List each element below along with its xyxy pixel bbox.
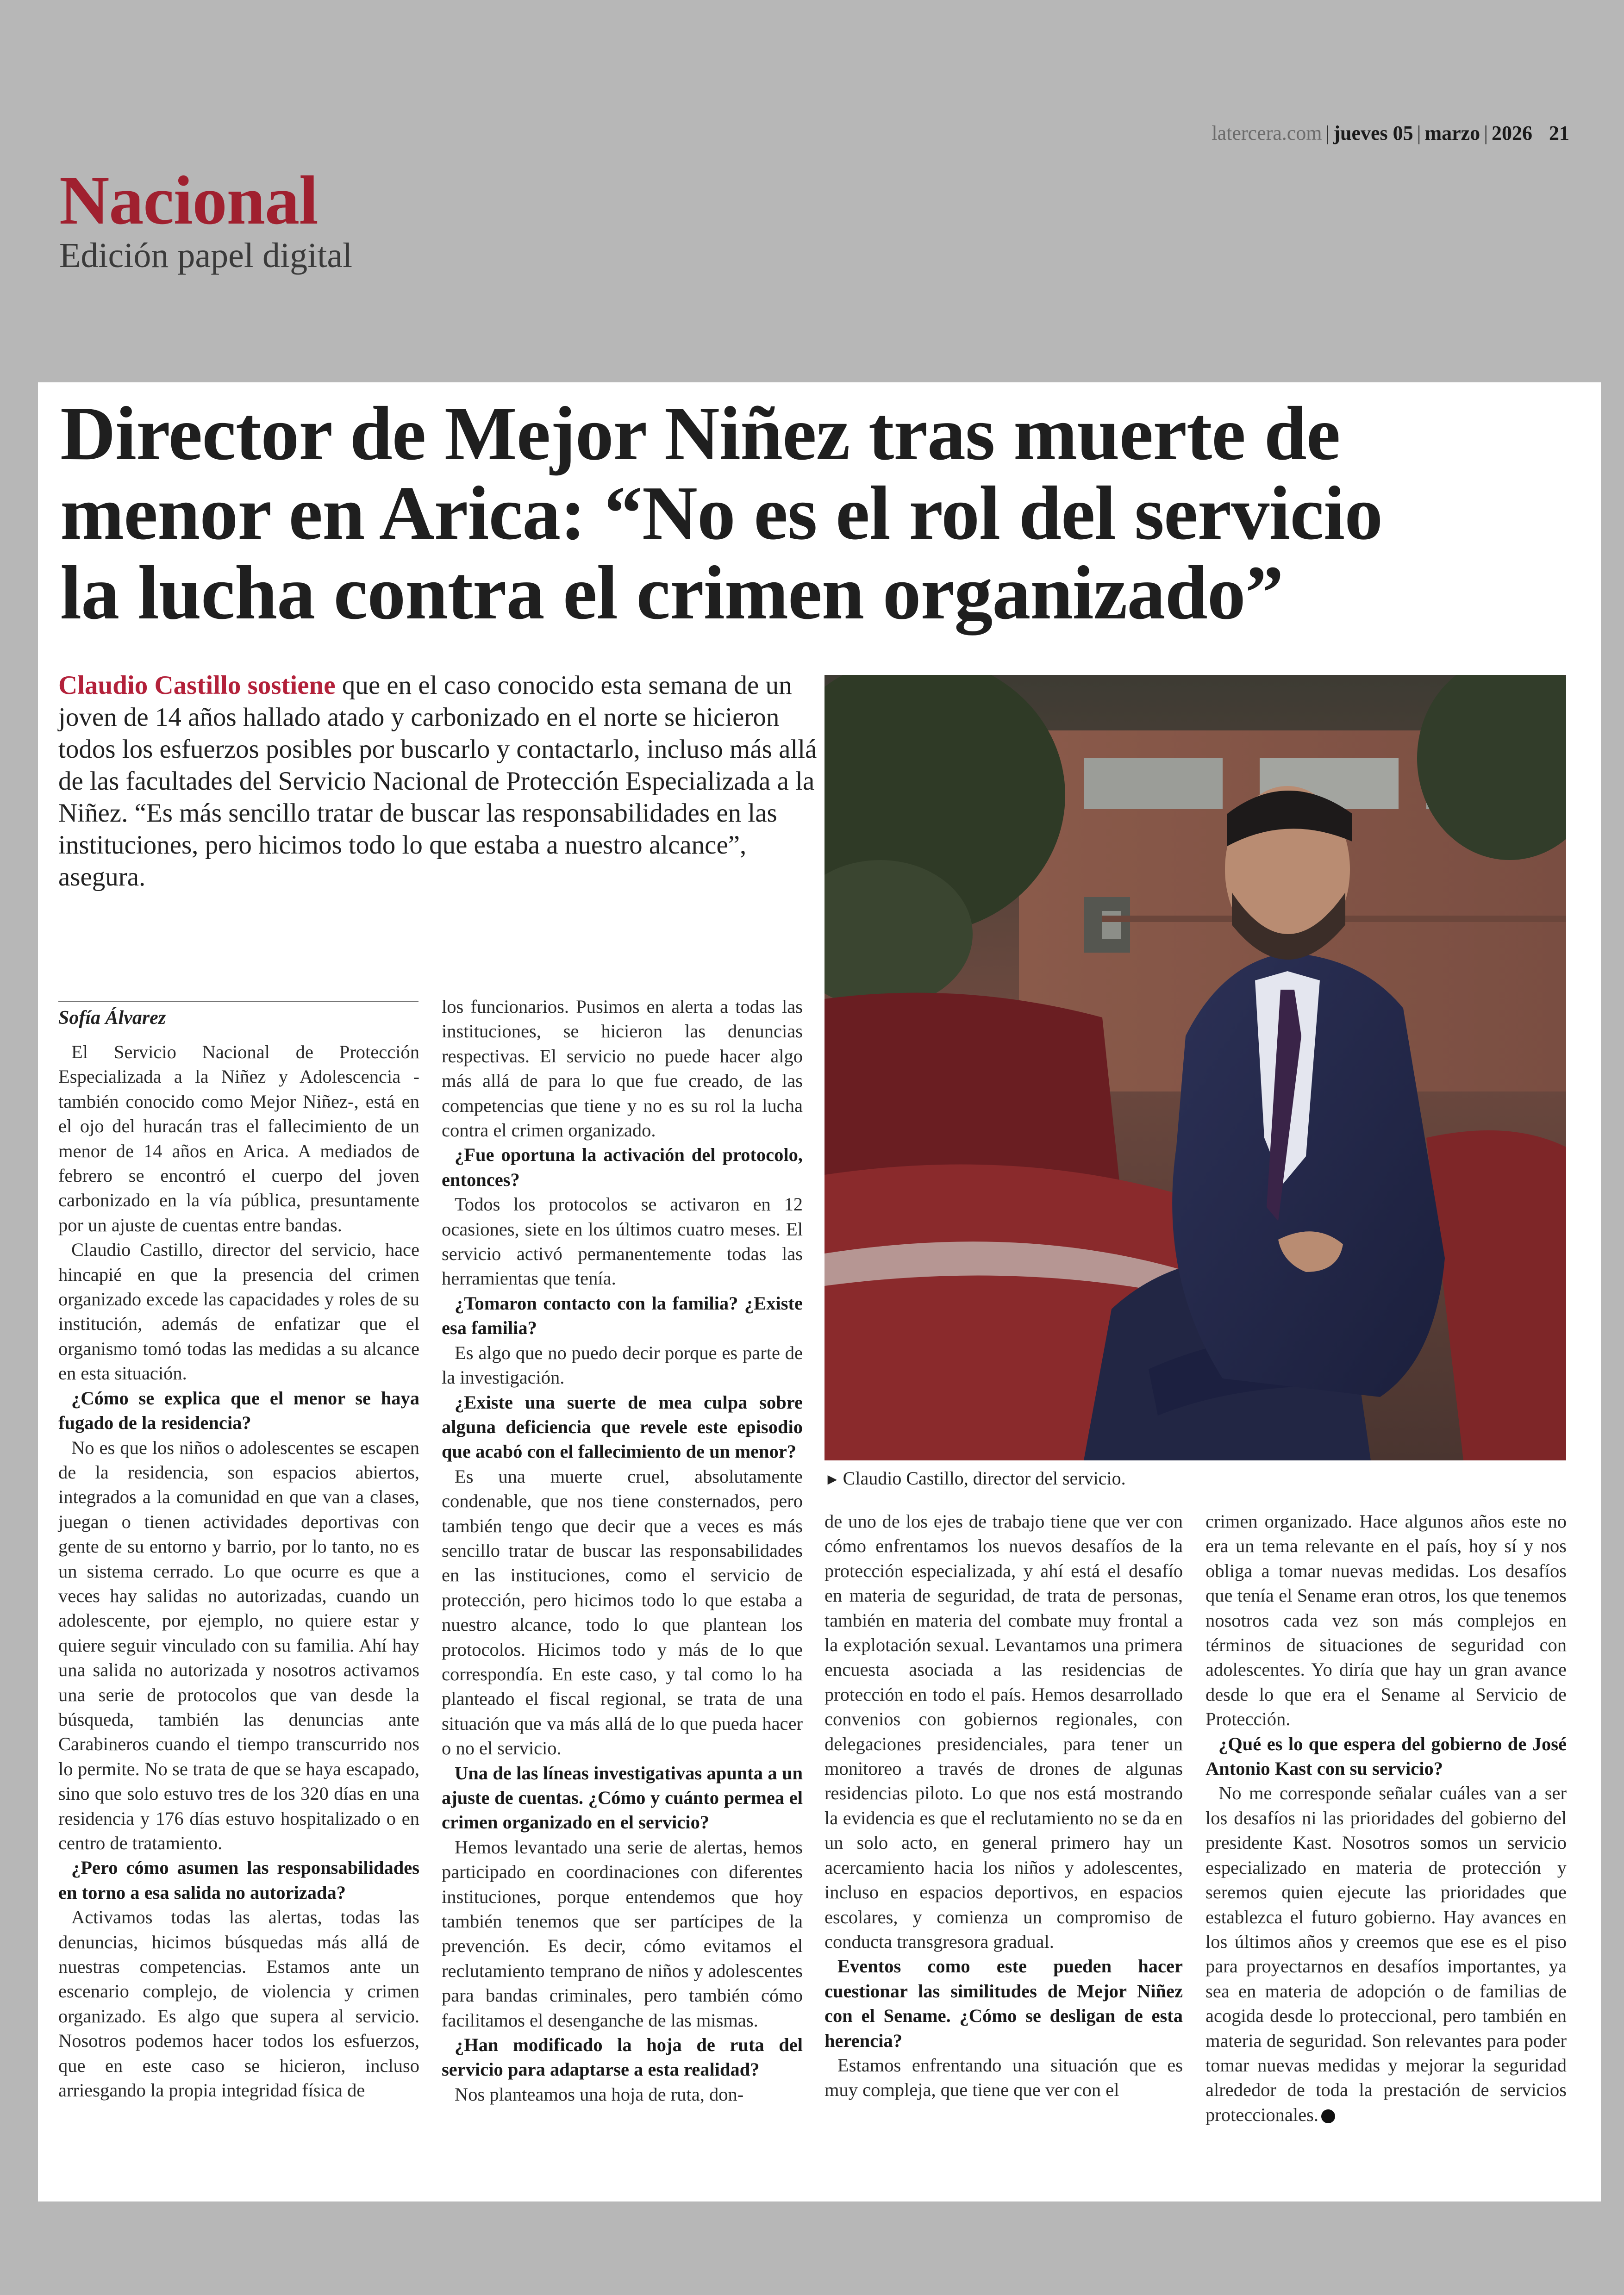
body-paragraph: Es algo que no puedo decir porque es parte de la investigación.	[442, 1342, 803, 1388]
end-of-article-icon	[1321, 2109, 1335, 2123]
photo-caption	[824, 1467, 1566, 1489]
body-paragraph: Todos los protocolos se activaron en 12 ocasiones, siete en los últimos cuatro meses. El servicio activó permanentemente todas las herramientas que tenía.	[442, 1194, 803, 1289]
site-name: latercera.com	[1212, 122, 1322, 144]
issue-month: marzo	[1424, 122, 1480, 144]
portrait-photo	[824, 675, 1566, 1460]
headline-line: la lucha contra el crimen organizado”	[60, 550, 1283, 635]
interview-question: ¿Han modificado la hoja de ruta del servicio para adaptarse a esta realidad?	[442, 2034, 803, 2080]
body-paragraph: Es una muerte cruel, absolutamente condenable, que nos tiene consternados, pero también tengo que decir que a veces es más sencillo tratar de buscar las responsabilidades en las instituciones, como el servicio de protección, pero hicimos todo lo que estaba a nuestro alcance, todo lo que plantean los protocolos. Hicimos todo y más de lo que correspondía. En este caso, y tal como lo ha planteado el fiscal regional, se trata de una situación que va más allá de lo que pueda hacer o no el servicio.	[442, 1466, 803, 1759]
body-paragraph: No me corresponde señalar cuáles van a ser los desafíos ni las prioridades del gobierno del presidente Kast. Nosotros somos un servicio especializado en materia de protección y seremos quien ejecute las prioridades que establezca el futuro gobierno. Hay avances en los últimos años y creemos que ese es el piso para proyectarnos en desafíos importantes, ya sea en materia de adopción o de familias de acogida desde lo proteccional, pero también en materia de seguridad. Son relevantes para poder tomar nuevas medidas y mejorar la seguridad alrededor de toda la prestación de servicios proteccionales.	[1206, 1783, 1567, 2125]
interview-question: ¿Cómo se explica que el menor se haya fugado de la residencia?	[58, 1387, 419, 1434]
page-number: 21	[1549, 122, 1569, 144]
edition-subtitle: Edición papel digital	[59, 236, 353, 275]
article-column-1	[58, 1040, 419, 2102]
issue-year: 2026	[1492, 122, 1532, 144]
body-paragraph: Activamos todas las alertas, todas las denuncias, hicimos búsquedas más allá de nuestras competencias. Estamos ante un escenario complejo, de violencia y crimen organizado. Es algo que supera al servicio. Nosotros podemos hacer todos los esfuerzos, que en este caso se hicieron, incluso arriesgando la propia integridad física de	[58, 1907, 419, 2101]
body-paragraph: El Servicio Nacional de Protección Especializada a la Niñez y Adolescencia -también conocido como Mejor Niñez-, está en el ojo del huracán tras el fallecimiento de un menor de 14 años en Arica. A mediados de febrero se encontró el cuerpo del joven carbonizado en la vía pública, presuntamente por un ajuste de cuentas entre bandas.	[58, 1041, 419, 1235]
interview-question: Una de las líneas investigativas apunta a un ajuste de cuentas. ¿Cómo y cuánto permea el crimen organizado en el servicio?	[442, 1762, 803, 1833]
headline-line: Director de Mejor Niñez tras muerte de	[60, 391, 1340, 476]
byline: Sofía Álvarez	[58, 1001, 418, 1029]
body-paragraph: No es que los niños o adolescentes se escapen de la residencia, son espacios abiertos, integrados a la comunidad en que van a clases, juegan o tienen actividades deportivas con gente de su entorno y barrio, por lo tanto, no es un sistema cerrado. Lo que ocurre es que a veces hay salidas no autorizadas, cuando un adolescente, por ejemplo, no quiere estar y quiere seguir vinculado con su familia. Ahí hay una salida no autorizada y nosotros activamos una serie de protocolos que van desde la búsqueda, también las denuncias ante Carabineros cuando el tiempo transcurrido nos lo permite. No se trata de que se haya escapado, sino que solo estuvo tres de los 320 días en una residencia y 176 días estuvo hospitalizado o en centro de tratamiento.	[58, 1437, 419, 1853]
portrait-illustration	[824, 675, 1566, 1460]
article-column-3	[824, 1509, 1183, 2102]
section-title: Nacional	[59, 162, 318, 239]
body-paragraph: crimen organizado. Hace algunos años este no era un tema relevante en el país, hoy sí y nos obliga a tomar nuevas medidas. Los desafíos que tenía el Sename eran otros, los que tenemos nosotros cada vez son más complejos en términos de situaciones de seguridad con adolescentes. Yo diría que hay un gran avance desde lo que era el Sename al Servicio de Protección.	[1206, 1511, 1567, 1730]
caption-marker-icon: ►	[824, 1471, 840, 1488]
lead-highlight: Claudio Castillo sostiene	[58, 671, 336, 700]
article-column-4	[1206, 1509, 1567, 2127]
issue-weekday: jueves 05	[1333, 122, 1413, 144]
article-card	[38, 382, 1601, 2201]
body-paragraph: Estamos enfrentando una situación que es muy compleja, que tiene que ver con el	[824, 2054, 1183, 2101]
body-paragraph: los funcionarios. Pusimos en alerta a todas las instituciones, se hicieron las denuncias respectivas. El servicio no puede hacer algo más allá de para lo que fue creado, de las competencias que tiene y no es su rol la lucha contra el crimen organizado.	[442, 996, 803, 1141]
photo-caption-text: Claudio Castillo, director del servicio.	[843, 1468, 1126, 1489]
interview-question: ¿Existe una suerte de mea culpa sobre alguna deficiencia que revele este episodio que acabó con el fallecimiento de un menor?	[442, 1391, 803, 1462]
headline-line: menor en Arica: “No es el rol del servicio	[60, 470, 1383, 555]
interview-question: ¿Fue oportuna la activación del protocolo, entonces?	[442, 1144, 803, 1190]
interview-question: ¿Pero cómo asumen las responsabilidades en torno a esa salida no autorizada?	[58, 1857, 419, 1903]
headline	[60, 391, 1569, 635]
body-paragraph: Claudio Castillo, director del servicio, hace hincapié en que la presencia del crimen organizado excede las capacidades y roles de su institución, además de enfatizar que el organismo tomó todas las medidas a su alcance en esta situación.	[58, 1239, 419, 1384]
article-lead	[58, 669, 818, 893]
interview-question: Eventos como este pueden hacer cuestionar las similitudes de Mejor Niñez con el Sename. ¿Cómo se desligan de esta herencia?	[824, 1956, 1183, 2051]
body-paragraph: Hemos levantado una serie de alertas, hemos participado en coordinaciones con diferentes instituciones, porque entendemos que hoy también tenemos que ser partícipes de la prevención. Es decir, cómo evitamos el reclutamiento temprano de niños y adolescentes para bandas criminales, pero también cómo facilitamos el desenganche de las mismas.	[442, 1836, 803, 2031]
article-column-2	[442, 994, 803, 2107]
interview-question: ¿Tomaron contacto con la familia? ¿Existe esa familia?	[442, 1292, 803, 1339]
page-header: latercera.com | jueves 05 | marzo | 2026 21	[1212, 122, 1569, 144]
body-paragraph: Nos planteamos una hoja de ruta, don-	[455, 2083, 744, 2105]
interview-question: ¿Qué es lo que espera del gobierno de José Antonio Kast con su servicio?	[1206, 1733, 1567, 1779]
lead-text: que en el caso conocido esta semana de un joven de 14 años hallado atado y carbonizado en el norte se hicieron todos los esfuerzos posibles por buscarlo y contactarlo, incluso más allá de las facultades del Servicio Nacional de Protección Especializada a la Niñez. “Es más sencillo tratar de buscar las responsabilidades en las instituciones, pero hicimos todo lo que estaba a nuestro alcance”, asegura.	[58, 671, 817, 892]
body-paragraph: de uno de los ejes de trabajo tiene que ver con cómo enfrentamos los nuevos desafíos de la protección especializada, y ahí está el desafío en materia de seguridad, de trata de personas, también en materia del combate muy frontal a la explotación sexual. Levantamos una primera encuesta asociada a las residencias de protección en todo el país. Hemos desarrollado convenios con gobiernos regionales, con delegaciones presidenciales, para tener un monitoreo a través de drones de algunas residencias piloto. Lo que nos está mostrando la evidencia es que el reclutamiento no se da en un solo acto, en general primero hay un acercamiento hacia los niños y adolescentes, incluso en espacios deportivos, en espacios escolares, y comienza un compromiso de conducta transgresora gradual.	[824, 1511, 1183, 1952]
